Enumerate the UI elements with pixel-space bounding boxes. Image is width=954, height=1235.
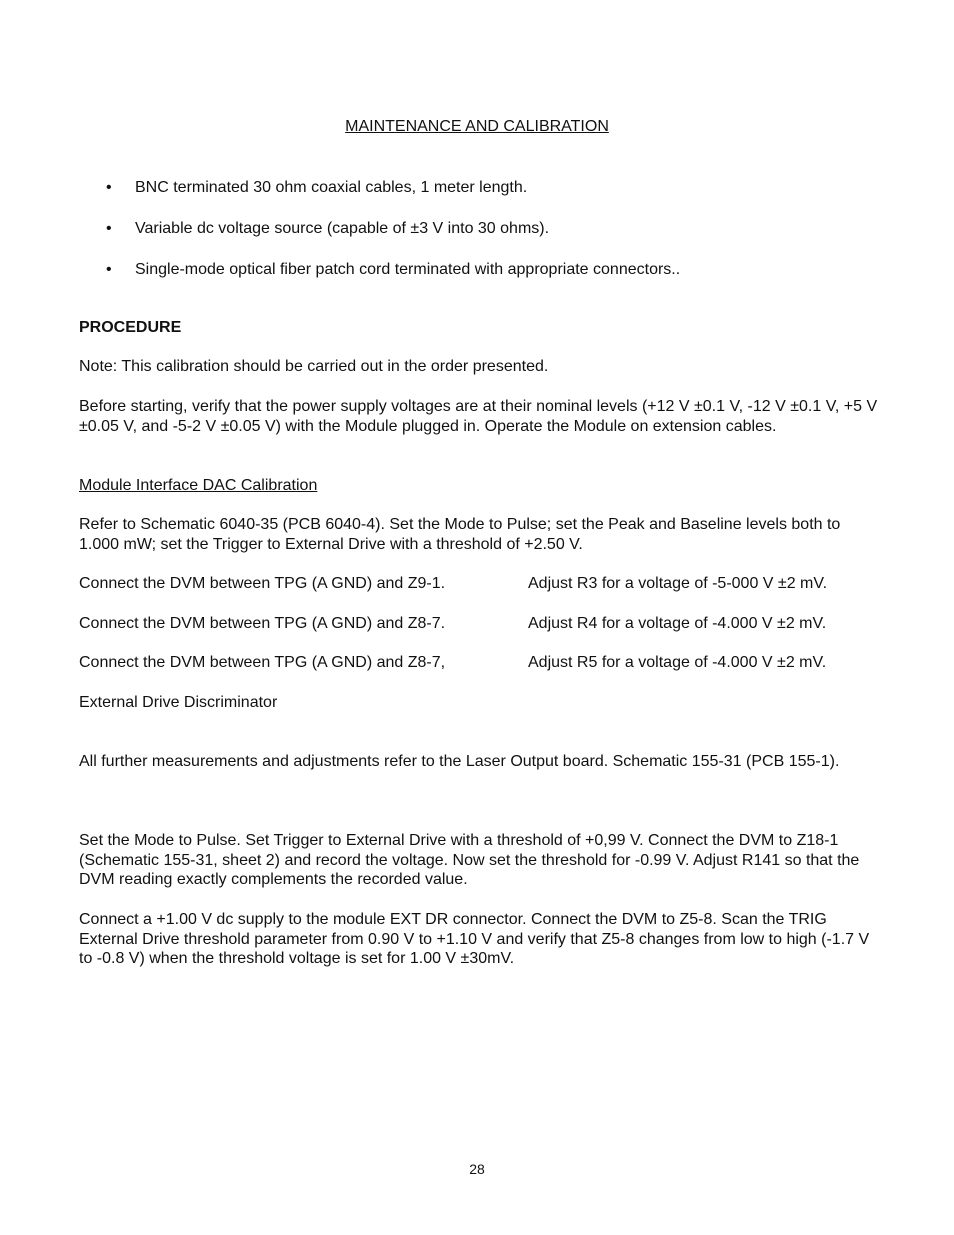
dac-step-row [79,614,879,634]
laser-output-paragraph: All further measurements and adjustments refer to the Laser Output board. Schematic 155-31 (PCB 155-1). [79,753,840,770]
connect-instruction: Connect the DVM between TPG (A GND) and Z9-1. [79,575,446,592]
ext-dr-paragraph: Connect a +1.00 V dc supply to the module EXT DR connector. Connect the DVM to Z5-8. Scan the TRIG External Drive threshold parameter from 0.90 V to +1.10 V and verify that Z5-8 changes from low to high (-1.7 V to -0.8 V) when the threshold voltage is set for 1.00 V ±30mV. [79,911,870,968]
bullet-icon: • [106,179,112,196]
connect-instruction: Connect the DVM between TPG (A GND) and Z8-7. [79,615,446,632]
adjust-instruction: Adjust R3 for a voltage of -5-000 V ±2 mV. [528,575,828,592]
list-item [106,219,886,239]
adjust-instruction: Adjust R4 for a voltage of -4.000 V ±2 mV. [528,615,827,632]
before-starting-paragraph: Before starting, verify that the power supply voltages are at their nominal levels (+12 V ±0.1 V, -12 V ±0.1 V, +5 V ±0.05 V, and -5-2 V ±0.05 V) with the Module plugged in. Operate the Module on extension cables. [79,398,878,435]
list-item-text: Variable dc voltage source (capable of ±3 V into 30 ohms). [135,220,550,237]
threshold-paragraph: Set the Mode to Pulse. Set Trigger to External Drive with a threshold of +0,99 V. Connect the DVM to Z18-1 (Schematic 155-31, sheet 2) and record the voltage. Now set the threshold for -0.99 V. Adjust R141 so that the DVM reading exactly complements the recorded value. [79,832,860,889]
list-item [106,178,886,198]
adjust-instruction: Adjust R5 for a voltage of -4.000 V ±2 mV. [528,654,827,671]
dac-intro-paragraph: Refer to Schematic 6040-35 (PCB 6040-4). Set the Mode to Pulse; set the Peak and Baseline levels both to 1.000 mW; set the Trigger to External Drive with a threshold of +2.50 V. [79,516,841,553]
page-title: MAINTENANCE AND CALIBRATION [345,118,609,135]
connect-instruction: Connect the DVM between TPG (A GND) and Z8-7, [79,654,446,671]
list-item-text: BNC terminated 30 ohm coaxial cables, 1 meter length. [135,179,528,196]
procedure-heading: PROCEDURE [79,319,182,336]
list-item-text: Single-mode optical fiber patch cord terminated with appropriate connectors.. [135,261,681,278]
note-paragraph: Note: This calibration should be carried out in the order presented. [79,358,549,375]
equipment-list [106,178,886,301]
page-number: 28 [469,1161,485,1177]
list-item [106,260,886,280]
dac-calibration-heading: Module Interface DAC Calibration [79,477,318,494]
external-drive-heading: External Drive Discriminator [79,694,278,711]
bullet-icon: • [106,220,112,237]
dac-step-row [79,653,879,673]
bullet-icon: • [106,261,112,278]
dac-step-row [79,574,879,594]
